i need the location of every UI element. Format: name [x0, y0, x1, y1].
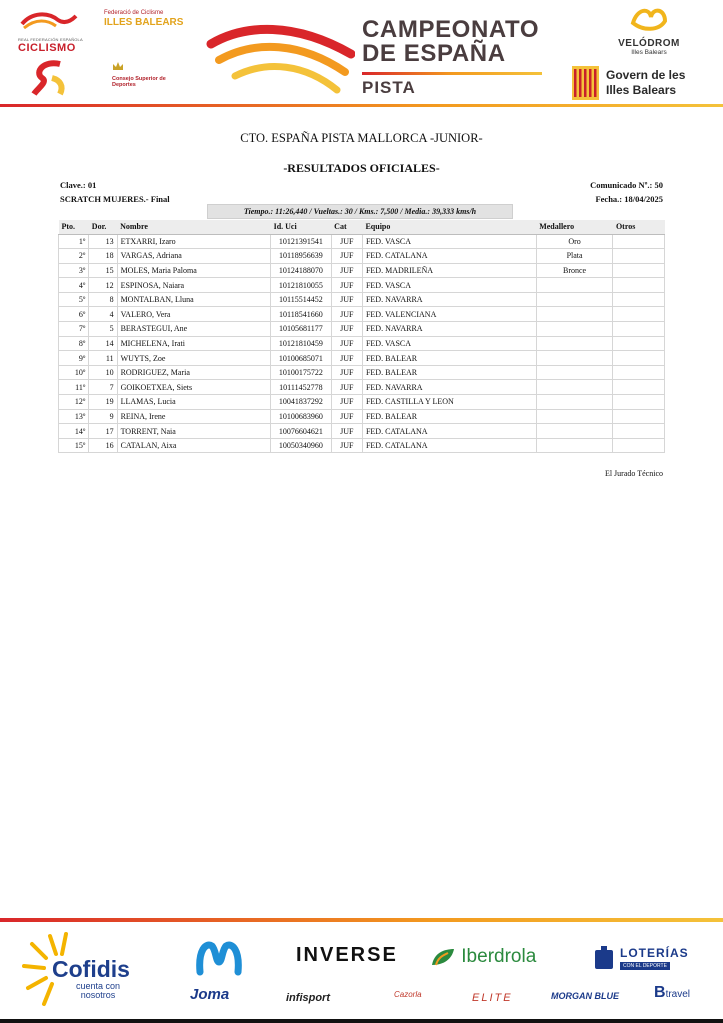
lottery-bag-icon: [594, 946, 614, 970]
cell-uci: 10100685071: [271, 351, 332, 366]
table-row: [59, 409, 665, 424]
cell-cat: JUF: [331, 322, 362, 337]
table-row: [59, 322, 665, 337]
cell-pto: 2º: [59, 249, 89, 264]
cell-nombre: MONTALBAN, Lluna: [117, 292, 271, 307]
cell-otros: [613, 395, 665, 410]
col-header-medallero: Medallero: [536, 220, 613, 234]
cell-otros: [613, 409, 665, 424]
csup-logo: [112, 58, 168, 98]
cell-pto: 11º: [59, 380, 89, 395]
cell-otros: [613, 380, 665, 395]
cell-uci: 10100683960: [271, 409, 332, 424]
event-title: [362, 18, 542, 98]
balearic-flag-icon: [572, 66, 599, 100]
cell-dor: 18: [89, 249, 117, 264]
cell-nombre: RODRIGUEZ, Maria: [117, 365, 271, 380]
cell-equipo: FED. CATALANA: [362, 424, 536, 439]
cell-nombre: GOIKOETXEA, Siets: [117, 380, 271, 395]
col-header-cat: Cat: [331, 220, 362, 234]
elite-logo: ELITE: [472, 992, 513, 1004]
cell-pto: 1º: [59, 234, 89, 249]
btravel-text: travel: [665, 989, 691, 1000]
col-header-pto: Pto.: [59, 220, 89, 234]
table-row: [59, 307, 665, 322]
cell-equipo: FED. CASTILLA Y LEON: [362, 395, 536, 410]
cell-dor: 12: [89, 278, 117, 293]
cell-pto: 5º: [59, 292, 89, 307]
cell-equipo: FED. NAVARRA: [362, 322, 536, 337]
cell-pto: 9º: [59, 351, 89, 366]
cell-cat: JUF: [331, 249, 362, 264]
govern-text: [606, 68, 685, 98]
date-label: Fecha.: 18/04/2025: [595, 194, 663, 204]
cycling-swoosh-icon: [18, 10, 78, 32]
infisport-logo: infisport: [286, 992, 330, 1004]
cell-equipo: FED. BALEAR: [362, 365, 536, 380]
iberdrola-leaf-icon: [430, 947, 456, 967]
cell-uci: 10041837292: [271, 395, 332, 410]
cell-otros: [613, 365, 665, 380]
cell-uci: 10121391541: [271, 234, 332, 249]
cell-otros: [613, 234, 665, 249]
cell-medallero: [536, 322, 613, 337]
cell-nombre: MICHELENA, Irati: [117, 336, 271, 351]
cell-otros: [613, 307, 665, 322]
fcib-line2: ILLES BALEARS: [104, 17, 184, 28]
cell-uci: 10105681177: [271, 322, 332, 337]
cell-uci: 10100175722: [271, 365, 332, 380]
inverse-logo: INVERSE: [296, 944, 398, 966]
cell-nombre: ESPINOSA, Naiara: [117, 278, 271, 293]
morgan-blue-logo: MORGAN BLUE: [551, 991, 619, 1001]
cofidis-name: Cofidis: [52, 956, 130, 982]
table-row: [59, 424, 665, 439]
velodrom-emblem-icon: [629, 5, 669, 33]
cell-medallero: [536, 351, 613, 366]
cell-medallero: [536, 409, 613, 424]
iberdrola-logo: [430, 946, 536, 968]
govern-line1: Govern de les: [606, 68, 686, 82]
event-title-line1: CAMPEONATO: [362, 16, 540, 43]
cell-equipo: FED. NAVARRA: [362, 380, 536, 395]
crown-icon: [112, 61, 124, 71]
fcib-line1: Federació de Ciclisme: [104, 10, 164, 16]
cell-otros: [613, 438, 665, 453]
cell-otros: [613, 322, 665, 337]
cell-pto: 13º: [59, 409, 89, 424]
cell-pto: 4º: [59, 278, 89, 293]
event-artwork: [205, 14, 355, 98]
table-row: [59, 278, 665, 293]
cell-otros: [613, 336, 665, 351]
cell-nombre: LLAMAS, Lucia: [117, 395, 271, 410]
table-row: [59, 234, 665, 249]
table-row: [59, 438, 665, 453]
document-subtitle: -RESULTADOS OFICIALES-: [283, 161, 440, 175]
cell-uci: 10111452778: [271, 380, 332, 395]
cell-medallero: Bronce: [536, 263, 613, 278]
footer-divider: [0, 918, 723, 922]
cell-uci: 10121810055: [271, 278, 332, 293]
cell-medallero: Plata: [536, 249, 613, 264]
cofidis-tagline: [76, 982, 120, 1000]
cell-medallero: [536, 380, 613, 395]
loterias-sub: CON EL DEPORTE: [620, 962, 670, 970]
cell-cat: JUF: [331, 263, 362, 278]
cell-nombre: MOLES, Maria Paloma: [117, 263, 271, 278]
cell-equipo: FED. VASCA: [362, 278, 536, 293]
cell-uci: 10124188070: [271, 263, 332, 278]
cell-equipo: FED. NAVARRA: [362, 292, 536, 307]
cell-pto: 12º: [59, 395, 89, 410]
table-row: [59, 380, 665, 395]
cell-cat: JUF: [331, 234, 362, 249]
cell-otros: [613, 278, 665, 293]
rfec-small-text: REAL FEDERACIÓN ESPAÑOLA: [18, 37, 83, 42]
table-row: [59, 249, 665, 264]
cell-equipo: FED. VASCA: [362, 234, 536, 249]
cell-pto: 8º: [59, 336, 89, 351]
col-header-nombre: Nombre: [117, 220, 271, 234]
velodrom-logo: [604, 5, 694, 63]
cell-equipo: FED. CATALANA: [362, 438, 536, 453]
rfec-logo: [18, 10, 90, 52]
cell-otros: [613, 249, 665, 264]
cell-nombre: TORRENT, Naia: [117, 424, 271, 439]
movistar-m-icon: [196, 940, 242, 976]
cell-pto: 6º: [59, 307, 89, 322]
cell-uci: 10118956639: [271, 249, 332, 264]
govern-line2: Illes Balears: [606, 83, 677, 97]
cell-equipo: FED. MADRILEÑA: [362, 263, 536, 278]
cell-otros: [613, 292, 665, 307]
cell-uci: 10121810459: [271, 336, 332, 351]
csd-emblem-icon: [30, 58, 70, 98]
cell-dor: 8: [89, 292, 117, 307]
cell-nombre: VALERO, Vera: [117, 307, 271, 322]
table-header-row: [59, 220, 665, 234]
page-header: [0, 0, 723, 112]
cell-dor: 5: [89, 322, 117, 337]
cell-dor: 4: [89, 307, 117, 322]
table-row: [59, 351, 665, 366]
event-title-line2: DE ESPAÑA: [362, 40, 506, 67]
col-header-equipo: Equipo: [362, 220, 536, 234]
loterias-logo: [594, 944, 694, 974]
btravel-logo: [654, 984, 690, 1002]
cell-cat: JUF: [331, 395, 362, 410]
cofidis-logo: [22, 930, 162, 1010]
cell-nombre: WUYTS, Zoe: [117, 351, 271, 366]
cell-equipo: FED. BALEAR: [362, 351, 536, 366]
cell-uci: 10118541660: [271, 307, 332, 322]
cell-nombre: ETXARRI, Izaro: [117, 234, 271, 249]
cell-dor: 11: [89, 351, 117, 366]
cell-medallero: [536, 395, 613, 410]
cell-dor: 19: [89, 395, 117, 410]
cell-pto: 7º: [59, 322, 89, 337]
cell-dor: 17: [89, 424, 117, 439]
cell-pto: 10º: [59, 365, 89, 380]
cell-nombre: CATALAN, Aixa: [117, 438, 271, 453]
loterias-name: LOTERÍAS: [620, 946, 689, 960]
cell-pto: 3º: [59, 263, 89, 278]
table-row: [59, 292, 665, 307]
velodrom-sub: Illes Balears: [631, 49, 667, 56]
joma-logo: Joma: [190, 986, 230, 1003]
rfec-name: CICLISMO: [18, 42, 76, 54]
cell-cat: JUF: [331, 365, 362, 380]
cell-cat: JUF: [331, 292, 362, 307]
govern-logo: [572, 66, 692, 102]
cofidis-tag2: nosotros: [80, 990, 116, 1000]
race-stats: Tiempo.: 11:26,440 / Vueltas.: 30 / Kms.: 7,500 / Media.: 39,333 kms/h: [207, 204, 513, 219]
cell-dor: 7: [89, 380, 117, 395]
cell-cat: JUF: [331, 380, 362, 395]
cell-uci: 10115514452: [271, 292, 332, 307]
btravel-b: B: [654, 984, 666, 1001]
cell-dor: 14: [89, 336, 117, 351]
cell-uci: 10050340960: [271, 438, 332, 453]
table-row: [59, 395, 665, 410]
cell-nombre: BERASTEGUI, Ane: [117, 322, 271, 337]
jury-signature: El Jurado Técnico: [604, 469, 663, 478]
velodrom-name: VELÓDROM: [618, 38, 680, 49]
cell-cat: JUF: [331, 424, 362, 439]
cell-equipo: FED. VASCA: [362, 336, 536, 351]
cell-pto: 15º: [59, 438, 89, 453]
track-cyclist-icon: [205, 14, 355, 98]
cell-otros: [613, 351, 665, 366]
document-title: CTO. ESPAÑA PISTA MALLORCA -JUNIOR-: [240, 131, 483, 145]
cell-otros: [613, 424, 665, 439]
cofidis-tag1: cuenta con: [76, 981, 121, 991]
cell-medallero: [536, 336, 613, 351]
cell-dor: 15: [89, 263, 117, 278]
header-divider: [0, 104, 723, 107]
results-table: [58, 220, 665, 453]
comunicado-number: Comunicado Nº.: 50: [590, 180, 663, 190]
cell-cat: JUF: [331, 409, 362, 424]
cell-medallero: [536, 365, 613, 380]
cazorla-logo: Cazorla: [394, 990, 422, 999]
cell-equipo: FED. BALEAR: [362, 409, 536, 424]
cell-cat: JUF: [331, 278, 362, 293]
cell-medallero: [536, 292, 613, 307]
iberdrola-name: Iberdrola: [461, 946, 537, 967]
cell-dor: 10: [89, 365, 117, 380]
race-name: SCRATCH MUJERES.- Final: [60, 194, 170, 204]
table-row: [59, 365, 665, 380]
cell-dor: 16: [89, 438, 117, 453]
cell-medallero: [536, 438, 613, 453]
bottom-bar: [0, 1019, 723, 1023]
table-row: [59, 263, 665, 278]
cell-dor: 9: [89, 409, 117, 424]
cell-nombre: REINA, Irene: [117, 409, 271, 424]
table-row: [59, 336, 665, 351]
col-header-dor: Dor.: [89, 220, 117, 234]
cell-cat: JUF: [331, 351, 362, 366]
event-title-line3: PISTA: [362, 78, 416, 97]
clave-label: Clave.: 01: [60, 180, 97, 190]
cell-dor: 13: [89, 234, 117, 249]
cell-cat: JUF: [331, 307, 362, 322]
cell-otros: [613, 263, 665, 278]
cell-equipo: FED. CATALANA: [362, 249, 536, 264]
cell-cat: JUF: [331, 336, 362, 351]
col-header-uci: Id. Uci: [271, 220, 332, 234]
cell-cat: JUF: [331, 438, 362, 453]
cell-medallero: Oro: [536, 234, 613, 249]
cell-nombre: VARGAS, Adriana: [117, 249, 271, 264]
cell-pto: 14º: [59, 424, 89, 439]
csd-logo: [30, 58, 70, 98]
cell-equipo: FED. VALENCIANA: [362, 307, 536, 322]
csd-text: Consejo Superior de Deportes: [112, 76, 166, 88]
fcib-logo: [104, 10, 184, 54]
cell-medallero: [536, 278, 613, 293]
movistar-logo: [196, 940, 242, 976]
cell-uci: 10076604621: [271, 424, 332, 439]
cell-medallero: [536, 307, 613, 322]
cell-medallero: [536, 424, 613, 439]
col-header-otros: Otros: [613, 220, 665, 234]
title-divider: [362, 72, 542, 75]
